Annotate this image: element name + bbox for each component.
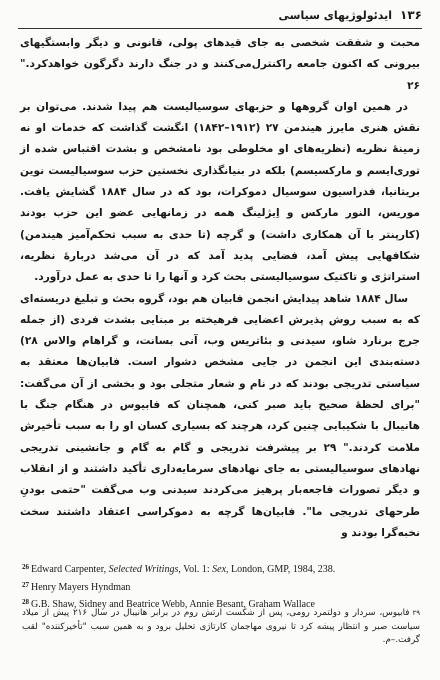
paragraph: محبت و شفقت شخصی به جای قیدهای پولی، قانونی و دیگر وابستگیهای بیرونی که اکنون جامعه راکنترل‌می‌کنند و در جنگ دارند دگرگون خواهدکرد." ۲۶ [20, 37, 420, 92]
paragraph: سال ۱۸۸۴ شاهد پیدایش انجمن فابیان هم بود، گروه بحث و تبلیغ دریسته‌ای که به سبب روش پذیرش اعضایی فرهیخته بر مبنایی بشدت فردی (از جمله جرج برنارد شاو، سیدنی و بئاتریس وب، آنی بسانت، و گراهام والاس ۲۸) دسته‌بندی این انجمن در جایی مشخص دشوار است. فابیان‌ها معتقد به سیاستی تدریجی بودند که در نام و شعار متجلی بود و بخشی از آن می‌گفت: "برای لحظهٔ صحیح باید صبر کنی، همچنان که فابیوس در هنگام جنگ با هانیبال با شکیبایی چنین کرد، هرچند که بسیاری کسان او را به سبب تأخیرش ملامت کردند." ۲۹ بر پیشرفت تدریجی و گام به گام و جانشینی تدریجی نهادهای سوسیالیستی به جای نهادهای سرمایه‌داری تأکید داشتند و از انقلاب و دیگر تصورات فاجعه‌بار پرهیز می‌کردند سیدنی وب می‌گفت "حتمی بودنِ طرحهای تدریجی ما". فابیان‌ها گرچه به دموکراسی اعتقاد داشتند سخت نخبه‌گرا بودند و [19, 292, 420, 539]
page-number: ۱۳۶ [400, 8, 422, 22]
footnotes-latin [22, 560, 420, 613]
header-rule [18, 28, 422, 29]
footnote-text: G.B. Shaw, Sidney and Beatrice Webb, Annie Besant, Graham Wallace [31, 599, 315, 610]
footnote-number: 27 [22, 580, 29, 589]
footnote-27 [22, 578, 420, 596]
body-text [20, 33, 420, 544]
footnote-number: 26 [22, 563, 29, 571]
footnote-text: , London, GMP, 1984, 238. [226, 564, 336, 575]
footnote-text: فابیوس، سردار و دولتمرد رومی، پس از شکست ارتش روم در برابر هانیبال در سال ۲۱۶ پیش از میلاد سیاست صبر و انتظار پیشه کرد تا نیروی مهاجمان کارتاژی تحلیل برود و به همین سبب "تأخیرکننده" لقب گرفت.–م. [22, 608, 420, 645]
paragraph: در همین اوان گروهها و حزبهای سوسیالیست هم پیدا شدند. می‌توان بر نقش هنری مایرز هیندمن ۲۷ (۱۹۱۲–۱۸۴۲) انگشت گذاشت که خدمات او نه زمینهٔ نظریه (نظریه‌های او مخلوطی بود نامشخص و بشدت اقتباس شده از توری‌ایسم و مارکسیسم) بلکه در بنیانگذاری نخستین حزب سوسیالیست نوین بریتانیا، فدراسیون سوسیال دموکرات، بود که در سال ۱۸۸۴ گشایش یافت. موریس، النور مارکس و اِیژلینگ همه در زمانهایی عضو این حزب بودند (کارپنتر با آن همکاری داشت) و گرچه (تا حدی به سبب تحکم‌آمیز هیندمن) شکافهایی پیش آمد، فضایی پدید آمد که در آن می‌شد دربارهٔ نظریه، استراتژی و تاکتیک سوسیالیستی بحث کرد و آنها را تا حدی به عمل درآورد. [20, 100, 421, 284]
running-title: ایدئولوژیهای سیاسی [278, 9, 392, 22]
footnote-number: ۲۹ [412, 609, 420, 617]
footnote-29 [22, 607, 420, 648]
footnote-text: Edward Carpenter, [31, 564, 109, 575]
footnote-number: 28 [22, 598, 29, 606]
footnote-italic: Selected Writings [108, 564, 179, 575]
footnote-text: Henry Mayers Hyndman [31, 581, 131, 593]
footnote-26 [22, 560, 420, 578]
footnote-italic: Sex [212, 564, 227, 575]
running-header [18, 8, 422, 26]
footnote-text: , Vol. 1: [178, 564, 213, 575]
